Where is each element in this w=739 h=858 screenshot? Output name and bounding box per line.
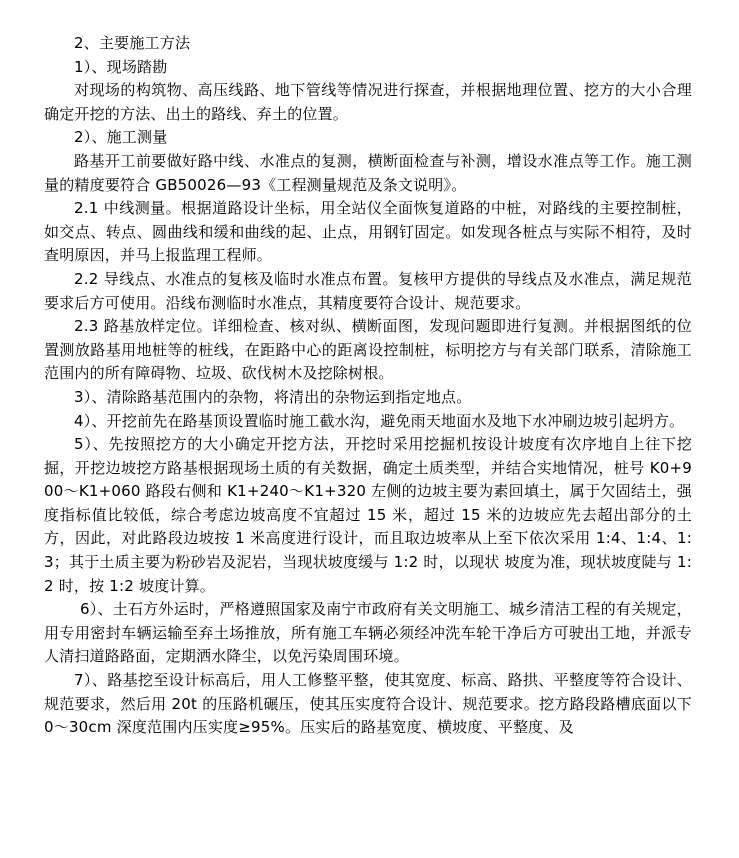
subsection-heading: 2）、施工测量 — [74, 128, 168, 147]
document-body — [44, 32, 692, 740]
paragraph: 路基开工前要做好路中线、水准点的复测，横断面检查与补测，增设水准点等工作。施工测量的精度要符合 GB50026—93《工程测量规范及条文说明》。 — [44, 151, 692, 194]
paragraph: 2.2 导线点、水准点的复核及临时水准点布置。复核甲方提供的导线点及水准点，满足规范要求后方可使用。沿线布测临时水准点，其精度要符合设计、规范要求。 — [44, 269, 692, 312]
paragraph: 2.3 路基放样定位。详细检查、核对纵、横断面图，发现问题即进行复测。并根据图纸的位置测放路基用地桩等的桩线，在距路中心的距离设控制桩，标明挖方与有关部门联系，清除施工范围内的所有障碍物、垃圾、砍伐树木及挖除树根。 — [44, 317, 692, 383]
paragraph: 3）、清除路基范围内的杂物，将清出的杂物运到指定地点。 — [74, 387, 472, 406]
paragraph: 2.1 中线测量。根据道路设计坐标，用全站仪全面恢复道路的中桩，对路线的主要控制桩，如交点、转点、圆曲线和缓和曲线的起、止点，用钢钉固定。如发现各桩点与实际不相符，及时查明原因，并马上报监理工程师。 — [44, 199, 692, 265]
paragraph: 5）、先按照挖方的大小确定开挖方法，开挖时采用挖掘机按设计坡度有次序地自上往下挖掘，开挖边坡挖方路基根据现场土质的有关数据，确定土质类型，并结合实地情况，桩号 K0+900～K1+060 路段右侧和 K1+240～K1+320 左侧的边坡主要为素回填土，属于欠固结土，强度指标值比较低，综合考虑边坡高度不宜超过 15 米，超过 15 米的边坡应先去超出部分的土方，因此，对此路段边坡按 1 米高度进行设计，而且取边坡率从上至下依次采用 1:4、1:4、1:3；其于土质主要为粉砂岩及泥岩，当现状坡度缓与 1:2 时，以现状 坡度为准，现状坡度陡与 1:2 时，按 1:2 坡度计算。 — [44, 435, 692, 595]
paragraph: 4）、开挖前先在路基顶设置临时施工截水沟，避免雨天地面水及地下水冲刷边坡引起坍方。 — [74, 411, 685, 430]
paragraph: 7）、路基挖至设计标高后，用人工修整平整，使其宽度、标高、路拱、平整度等符合设计、规范要求，然后用 20t 的压路机碾压，使其压实度符合设计、规范要求。挖方路段路槽底面以下 0～30cm 深度范围内压实度≥95%。压实后的路基宽度、横坡度、平整度、及 — [44, 671, 692, 737]
subsection-heading: 1）、现场踏勘 — [74, 57, 168, 76]
section-heading: 2、主要施工方法 — [74, 34, 191, 52]
paragraph: 6）、土石方外运时，严格遵照国家及南宁市政府有关文明施工、城乡清洁工程的有关规定，用专用密封车辆运输至弃土场推放，所有施工车辆必须经冲洗车轮干净后方可驶出工地，并派专人清扫道路路面，定期洒水降尘，以免污染周围环境。 — [44, 600, 692, 666]
paragraph: 对现场的构筑物、高压线路、地下管线等情况进行探查，并根据地理位置、挖方的大小合理确定开挖的方法、出土的路线、弃土的位置。 — [44, 81, 692, 123]
